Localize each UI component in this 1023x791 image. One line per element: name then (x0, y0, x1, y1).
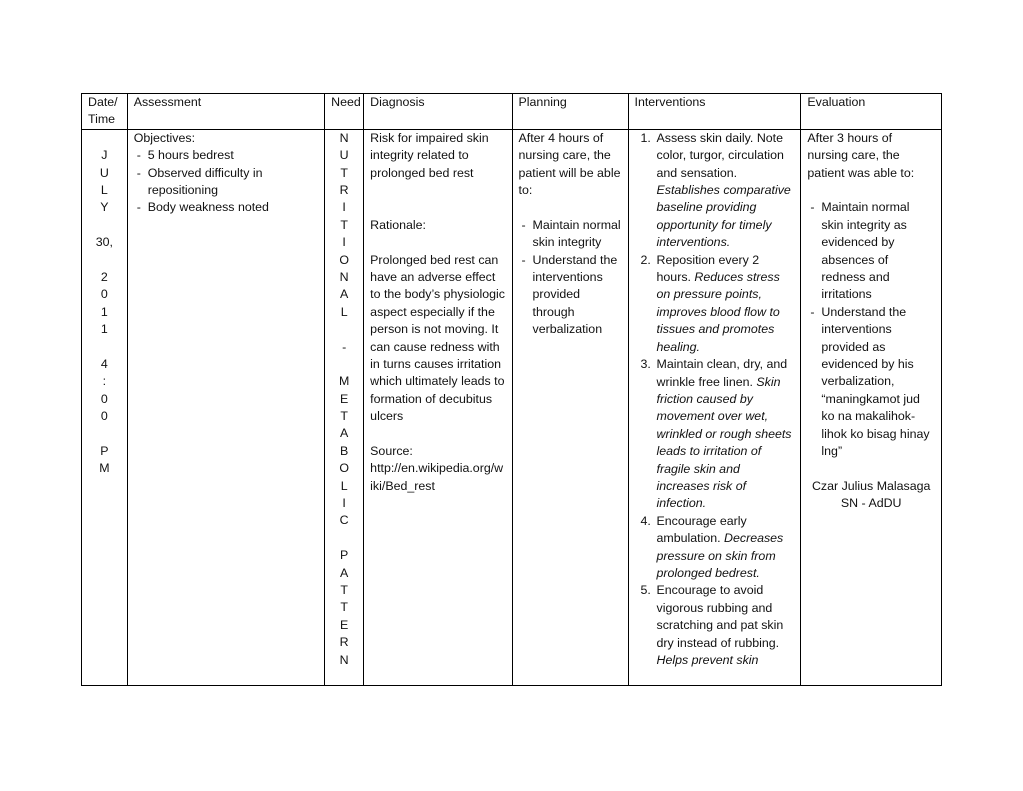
intervention-rationale: Decreases pressure on skin from prolonged bedrest. (656, 531, 784, 580)
intervention-item (635, 252, 795, 356)
intervention-number: 4. (640, 513, 651, 528)
date-char: J (101, 148, 108, 163)
date-char: P (100, 443, 109, 458)
interventions-cell (628, 129, 801, 685)
assessment-cell (127, 129, 324, 685)
need-char: A (340, 426, 349, 441)
header-need: Need (325, 94, 364, 130)
planning-list (519, 217, 622, 339)
diagnosis-statement: Risk for impaired skin integrity related to prolonged bed rest (370, 130, 489, 180)
assessment-item: - 5 hours bedrest (134, 147, 318, 164)
date-char (88, 217, 121, 234)
need-char: I (342, 496, 346, 511)
date-char: U (99, 165, 109, 180)
need-char: N (339, 652, 349, 667)
need-char: O (339, 461, 349, 476)
intervention-rationale: Reduces stress on pressure points, improves blood flow to tissues and promotes healing. (656, 270, 780, 354)
need-char: C (339, 513, 349, 528)
need-char: T (340, 582, 348, 597)
header-date-time: Date/ Time (82, 94, 128, 130)
date-char: 1 (100, 322, 108, 337)
date-char (88, 252, 121, 269)
planning-item: - Maintain normal skin integrity (519, 217, 622, 252)
intervention-number: 2. (640, 252, 651, 267)
need-char: B (340, 443, 349, 458)
header-planning: Planning (512, 94, 628, 130)
date-char: Y (100, 200, 109, 215)
evaluation-intro: After 3 hours of nursing care, the patient was able to: (807, 130, 915, 180)
intervention-text: Encourage early ambulation. (656, 513, 747, 546)
need-char: A (340, 565, 349, 580)
intervention-text: Encourage to avoid vigorous rubbing and scratching and pat skin dry instead of rubbing. (656, 583, 784, 650)
need-char: T (340, 409, 348, 424)
need-char: T (340, 600, 348, 615)
need-char: T (340, 217, 348, 232)
intervention-item (635, 582, 795, 669)
date-char: 4 (100, 356, 108, 371)
intervention-rationale: Establishes comparative baseline providing opportunity for timely interventions. (656, 183, 791, 250)
header-evaluation: Evaluation (801, 94, 942, 130)
date-char: M (99, 461, 110, 476)
need-char: A (340, 287, 349, 302)
date-char: 30, (95, 235, 113, 250)
evaluation-item: - Understand the interventions provided as evidenced by his verbalization, “maningkamot jud ko na makalihok-lihok ko bisag hinay lng” (807, 304, 935, 461)
intervention-number: 3. (640, 357, 651, 372)
need-vertical (331, 130, 357, 669)
need-char: I (342, 235, 346, 250)
intervention-item (635, 130, 795, 252)
need-char: - (342, 339, 347, 354)
rationale-text: Prolonged bed rest can have an adverse effect to the body’s physiologic aspect especially if the person is not moving. It can cause redness with in turns causes irritation which ultimately leads to formation of decubitus ulcers (370, 252, 505, 424)
intervention-number: 5. (640, 583, 651, 598)
need-char: M (338, 374, 350, 389)
need-char: R (339, 635, 349, 650)
need-char: N (339, 269, 349, 284)
need-char: O (339, 252, 349, 267)
date-char: 2 (100, 269, 108, 284)
intervention-text: Assess skin daily. Note color, turgor, circulation and sensation. (656, 130, 784, 180)
rationale-label: Rationale: (370, 217, 426, 232)
date-char (88, 425, 121, 442)
need-char (331, 530, 357, 547)
need-char (331, 321, 357, 338)
date-char: 0 (100, 409, 108, 424)
date-char: L (100, 182, 108, 197)
intervention-item (635, 513, 795, 583)
need-char: P (340, 548, 349, 563)
planning-item: - Understand the interventions provided through verbalization (519, 252, 622, 339)
need-char: R (339, 182, 349, 197)
header-row (82, 94, 942, 130)
care-plan-row (82, 129, 942, 685)
assessment-item: - Observed difficulty in repositioning (134, 165, 318, 200)
date-char: 1 (100, 304, 108, 319)
date-char (88, 339, 121, 356)
intervention-text: Reposition every 2 hours. (656, 252, 760, 285)
evaluation-cell (801, 129, 942, 685)
signature-name: Czar Julius Malasaga (811, 478, 931, 493)
header-assessment: Assessment (127, 94, 324, 130)
nursing-care-plan-table (81, 93, 942, 686)
intervention-text: Maintain clean, dry, and wrinkle free linen. (656, 357, 788, 389)
interventions-list (635, 130, 795, 670)
need-char: E (340, 391, 349, 406)
evaluation-list (807, 199, 935, 460)
planning-cell (512, 129, 628, 685)
need-char: E (340, 617, 349, 632)
need-char: U (339, 148, 349, 163)
need-char: I (342, 200, 346, 215)
planning-intro: After 4 hours of nursing care, the patient will be able to: (518, 130, 621, 198)
need-char: T (340, 165, 348, 180)
header-diagnosis: Diagnosis (364, 94, 512, 130)
need-char (331, 356, 357, 373)
evaluation-item: - Maintain normal skin integrity as evidenced by absences of redness and irritations (807, 199, 935, 303)
source-url: http://en.wikipedia.org/wiki/Bed_rest (370, 461, 504, 493)
intervention-item (635, 356, 795, 513)
diagnosis-cell (364, 129, 512, 685)
need-char: L (340, 478, 348, 493)
intervention-number: 1. (640, 130, 651, 145)
date-char: : (102, 374, 107, 389)
source-label: Source: (370, 444, 413, 459)
date-time-vertical (88, 130, 121, 478)
date-char: 0 (100, 391, 108, 406)
date-time-cell (82, 129, 128, 685)
assessment-list (134, 147, 318, 217)
need-cell (325, 129, 364, 685)
need-char: L (340, 304, 348, 319)
assessment-heading: Objectives: (133, 130, 196, 145)
header-interventions: Interventions (628, 94, 801, 130)
date-char: 0 (100, 287, 108, 302)
intervention-rationale: Helps prevent skin (656, 653, 759, 667)
need-char: N (339, 130, 349, 145)
signature-title: SN - AdDU (840, 496, 902, 511)
intervention-rationale: Skin friction caused by movement over wet, wrinkled or rough sheets leads to irritation of fragile skin and increases risk of infection. (656, 374, 792, 511)
assessment-item: - Body weakness noted (134, 199, 318, 216)
